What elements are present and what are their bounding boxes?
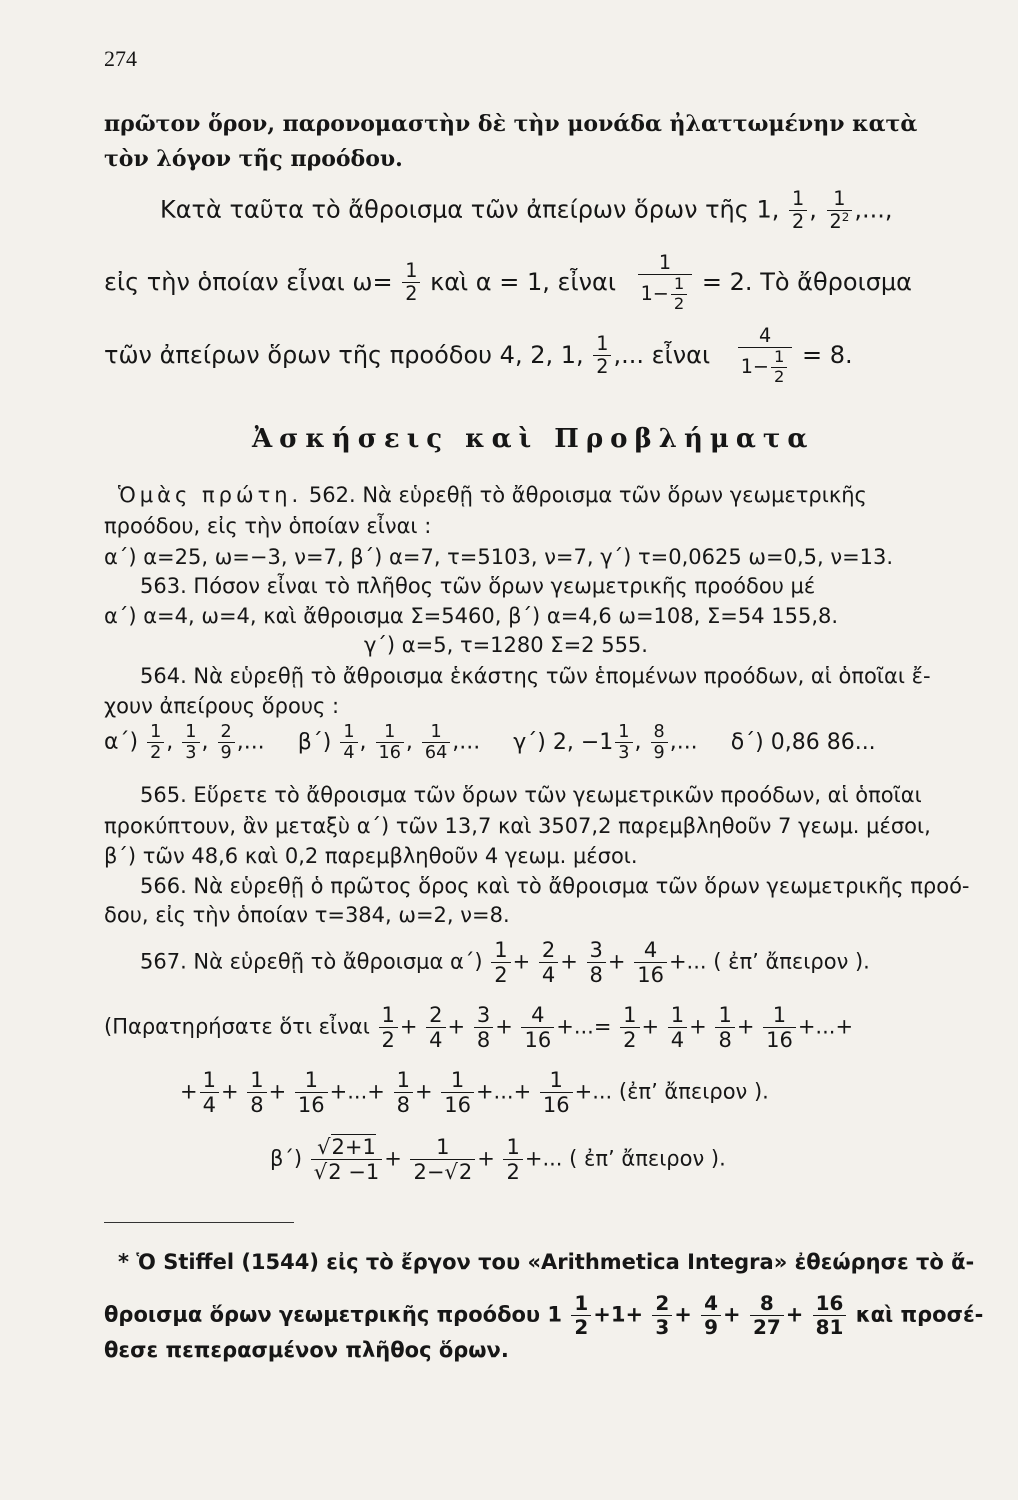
- exercise-564-line1: 564. Νὰ εὑρεθῇ τὸ ἄθροισμα ἑκάστης τῶν ἑπομένων προόδων, αἱ ὁποῖαι ἔ-: [140, 664, 931, 688]
- exercise-562-values: α΄) α=25, ω=−3, ν=7, β΄) α=7, τ=5103, ν=7, γ΄) τ=0,0625 ω=0,5, ν=13.: [104, 545, 894, 569]
- footnote-line-2: θροισμα ὅρων γεωμετρικῆς προόδου 1 $\frac{1}{2}$ +1+ $\frac{2}{3}$ + $\frac{4}{9}$ + $\frac{8}{27}$ + $\frac{16}{81}$ καὶ προσέ-: [104, 1291, 984, 1339]
- ratio-result: = 2. Τὸ ἄθροισμα: [701, 267, 913, 296]
- footnote-line-1: * Ὁ Stiffel (1544) εἰς τὸ ἔργον του «Arithmetica Integra» ἐθεώρησε τὸ ἄ-: [118, 1250, 975, 1274]
- section-heading: Ἀσκήσεις καὶ Προβλήματα: [252, 424, 815, 454]
- footnote-line-3: θεσε πεπερασμένον πλῆθος ὅρων.: [104, 1338, 509, 1362]
- hint-line-1: (Παρατηρήσατε ὅτι εἶναι $\frac{1}{2}$ + $\frac{2}{4}$ + $\frac{3}{8}$ + $\frac{4}{16}$ +...= $\frac{1}{2}$ + $\frac{1}{4}$ + $\frac{1}{8}$ + $\frac{1}{16}$ +...+: [104, 1003, 854, 1053]
- footnote-divider: [104, 1222, 294, 1223]
- sum-series-line: Κατὰ ταῦτα τὸ ἄθροισμα τῶν ἀπείρων ὅρων τῆς 1, $\frac{1}{2}$ , $\frac{1}{2^2}$ ,...,: [160, 187, 893, 234]
- hint-line-2: + $\frac{1}{4}$ + $\frac{1}{8}$ + $\frac{1}{16}$ +...+ $\frac{1}{8}$ + $\frac{1}{16}$ +...+ $\frac{1}{16}$ +... (ἐπ’ ἄπειρον ).: [180, 1068, 769, 1118]
- intro-line-1: πρῶτον ὅρον, παρονομαστὴν δὲ τὴν μονάδα ἠλαττωμένην κατὰ: [104, 111, 918, 137]
- fraction: $\frac{1}{2}$: [402, 260, 420, 305]
- exercise-563-line1: 563. Πόσον εἶναι τὸ πλῆθος τῶν ὅρων γεωμετρικῆς προόδου μέ: [140, 574, 816, 598]
- exercise-563-values-1: α΄) α=4, ω=4, καὶ ἄθροισμα Σ=5460, β΄) α=4,6 ω=108, Σ=54 155,8.: [104, 604, 839, 628]
- exercise-564-series: α΄) $\frac{1}{2}$ , $\frac{1}{3}$ , $\frac{2}{9}$ ,... β΄) $\frac{1}{4}$ , $\frac{1}{16}$ , $\frac{1}{64}$ ,... γ΄) 2, −1 $\frac{1}{3}$ , $\frac{8}{9}$ ,... δ΄) 0,86 86...: [104, 722, 876, 764]
- exercise-567-b: β΄) $\frac{√2+1}{√2 -1}$ + $\frac{1}{2-√2}$ + $\frac{1}{2}$ +... ( ἐπ’ ἄπειρον ).: [270, 1135, 726, 1185]
- ratio-text-2: καὶ α = 1, εἶναι: [430, 267, 616, 296]
- exercise-566-line1: 566. Νὰ εὑρεθῇ ὁ πρῶτος ὅρος καὶ τὸ ἄθροισμα τῶν ὅρων γεωμετρικῆς προό-: [140, 874, 970, 898]
- exercise-566-line2: δου, εἰς τὴν ὁποίαν τ=384, ω=2, ν=8.: [104, 903, 510, 927]
- exercise-563-values-2: γ΄) α=5, τ=1280 Σ=2 555.: [364, 633, 648, 657]
- exercise-565-line1: 565. Εὕρετε τὸ ἄθροισμα τῶν ὅρων τῶν γεωμετρικῶν προόδων, αἱ ὁποῖαι: [140, 783, 922, 807]
- ratio-text: εἰς τὴν ὁποίαν εἶναι ω=: [104, 267, 393, 296]
- sum-series-text: Κατὰ ταῦτα τὸ ἄθροισμα τῶν ἀπείρων ὅρων τῆς 1,: [160, 195, 780, 224]
- exercise-565-line2: προκύπτουν, ἂν μεταξὺ α΄) τῶν 13,7 καὶ 3507,2 παρεμβληθοῦν 7 γεωμ. μέσοι,: [104, 814, 931, 838]
- exercise-565-line3: β΄) τῶν 48,6 καὶ 0,2 παρεμβληθοῦν 4 γεωμ. μέσοι.: [104, 844, 638, 868]
- group-label: Ὁμὰς πρώτη.: [118, 483, 303, 507]
- exercise-562-line2: προόδου, εἰς τὴν ὁποίαν εἶναι :: [104, 514, 432, 538]
- compound-fraction: 1 1− $\frac{1}{2}$: [638, 252, 693, 314]
- exercise-564-line2: χουν ἀπείρους ὅρους :: [104, 694, 340, 718]
- page-number: 274: [104, 46, 137, 71]
- example-result: = 8.: [802, 340, 853, 369]
- exercise-567-line: 567. Νὰ εὑρεθῇ τὸ ἄθροισμα α΄) $\frac{1}{2}$ + $\frac{2}{4}$ + $\frac{3}{8}$ + $\frac{4}{16}$ +... ( ἐπ’ ἄπειρον ).: [140, 938, 870, 988]
- example-text-2: ,... εἶναι: [613, 340, 711, 369]
- exercise-562-line1: [118, 483, 867, 507]
- example-line: [104, 325, 853, 387]
- fraction: $\frac{1}{2}$: [789, 188, 807, 233]
- exercise-562-text: 562. Νὰ εὑρεθῇ τὸ ἄθροισμα τῶν ὅρων γεωμετρικῆς: [308, 483, 867, 507]
- fraction: $\frac{1}{2^2}$: [827, 188, 853, 233]
- compound-fraction: 4 1− $\frac{1}{2}$: [738, 325, 793, 387]
- ellipsis: ,...,: [854, 195, 893, 224]
- ratio-line: [104, 252, 912, 314]
- example-text: τῶν ἀπείρων ὅρων τῆς προόδου 4, 2, 1,: [104, 340, 584, 369]
- fraction: $\frac{1}{2}$: [593, 333, 611, 378]
- intro-line-2: τὸν λόγον τῆς προόδου.: [104, 146, 403, 172]
